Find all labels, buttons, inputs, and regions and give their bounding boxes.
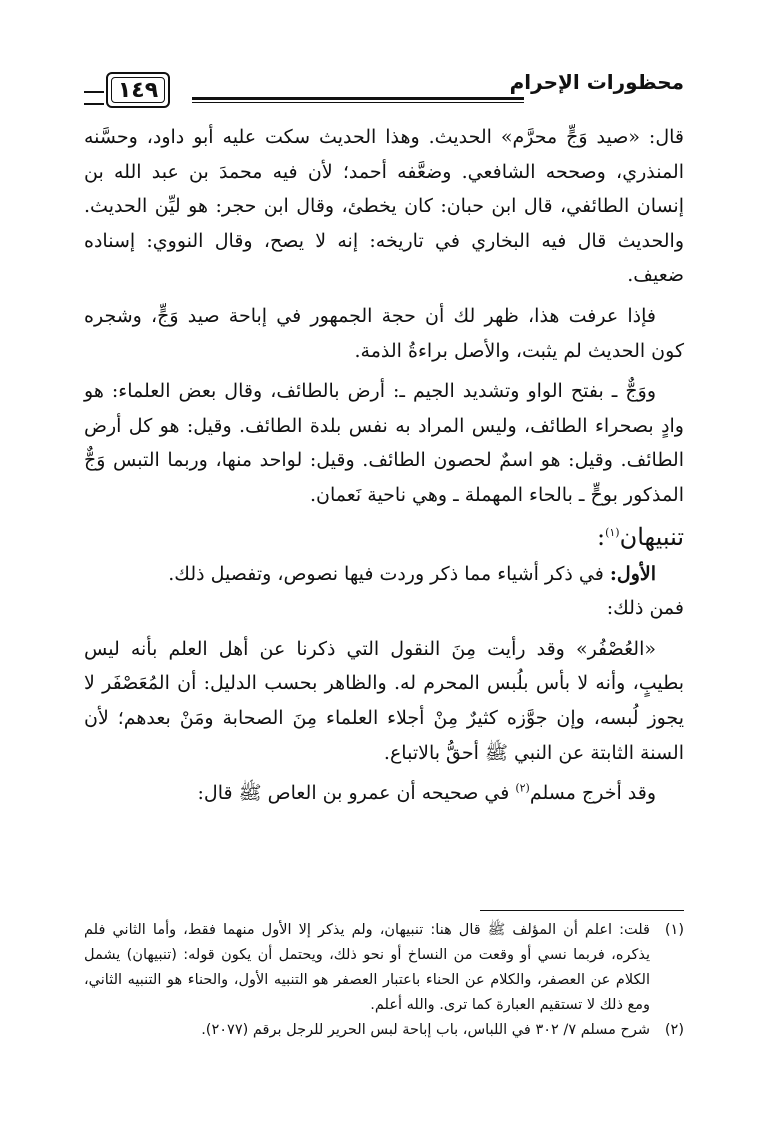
footnote-number: (١) <box>664 922 684 938</box>
heading-colon: : <box>596 522 606 551</box>
paragraph-4-lead: الأول: <box>609 562 656 585</box>
footnote-text: شرح مسلم ٧/ ٣٠٢ في اللباس، باب إباحة لبس الحرير للرجل برقم (٢٠٧٧). <box>201 1022 650 1038</box>
footnote-separator <box>480 910 684 911</box>
footnote <box>84 918 684 1018</box>
paragraph-4-text: في ذكر أشياء مما ذكر وردت فيها نصوص، وتفصيل ذلك. <box>168 562 610 585</box>
running-title: محظورات الإحرام <box>509 70 684 94</box>
header-rule <box>192 97 524 103</box>
heading-footnote-ref: (١) <box>605 525 620 539</box>
section-heading <box>84 517 684 557</box>
header-left-lines <box>84 91 104 105</box>
paragraph-6: «العُصْفُر» وقد رأيت مِنَ النقول التي ذكرنا عن أهل العلم بأنه ليس بطيبٍ، وأنه لا بأس بلُبس المحرم له. والظاهر بحسب الدليل: أن المُعَصْفَر لا يجوز لُبسه، وإن جوَّزه كثيرٌ مِنْ أجلاء العلماء مِنَ الصحابة ومَنْ بعدهم؛ لأن السنة الثابتة عن النبي ﷺ أحقُّ بالاتباع. <box>84 637 684 764</box>
footnote <box>84 1018 684 1043</box>
paragraph-7-end: في صحيحه أن عمرو بن العاص ﷺ قال: <box>197 782 516 805</box>
paragraph-5: فمن ذلك: <box>606 597 684 620</box>
footnote-number: (٢) <box>664 1022 684 1038</box>
footnotes <box>84 918 684 1043</box>
paragraph-3: ووَجٌّ ـ بفتح الواو وتشديد الجيم ـ: أرض بالطائف، وقال بعض العلماء: هو وادٍ بصحراء الطائف، وليس المراد به نفس بلدة الطائف. وقيل: هو كل أرض الطائف. وقيل: هو اسمٌ لحصون الطائف. وقيل: لواحد منها، وربما التبس وَجٌّ المذكور بوحٍّ ـ بالحاء المهملة ـ وهي ناحية نَعمان. <box>84 380 684 506</box>
page-number: ١٤٩ <box>117 77 159 103</box>
paragraph-7 <box>84 776 684 811</box>
footnote-ref-2: (٢) <box>515 781 530 795</box>
page-number-box <box>106 72 170 108</box>
main-text <box>84 120 684 811</box>
paragraph-1: قال: «صيد وَجٍّ محرَّم» الحديث. وهذا الحديث سكت عليه أبو داود، وحسَّنه المنذري، وصححه الشافعي. وضعَّفه أحمد؛ لأن فيه محمدَ بن عبد الله بن إنسان الطائفي، قال ابن حبان: كان يخطئ، وقال ابن حجر: هو ليِّن الحديث. والحديث قال فيه البخاري في تاريخه: إنه لا يصح، وقال النووي: إسناده ضعيف. <box>84 126 684 287</box>
heading-text: تنبيهان <box>619 522 684 551</box>
page-header <box>84 68 684 112</box>
footnote-text: قلت: اعلم أن المؤلف ﷺ قال هنا: تنبيهان، ولم يذكر إلا الأول منهما فقط، وأما الثاني فلم يذكره، فربما نسي أو وقعت من النساخ أو نحو ذلك، ويحتمل أن يكون قوله: (تنبيهان) يشمل الكلام عن العصفر، والكلام عن الحناء باعتبار العصفر هو التنبيه الأول، والحناء هو التنبيه الثاني، ومع ذلك لا تستقيم العبارة كما ترى. والله أعلم. <box>84 922 650 1013</box>
paragraph-4 <box>84 557 684 592</box>
paragraph-7-start: وقد أخرج مسلم <box>529 782 656 805</box>
paragraph-2: فإذا عرفت هذا، ظهر لك أن حجة الجمهور في إباحة صيد وَجٍّ، وشجره كون الحديث لم يثبت، والأصل براءةُ الذمة. <box>84 304 684 362</box>
